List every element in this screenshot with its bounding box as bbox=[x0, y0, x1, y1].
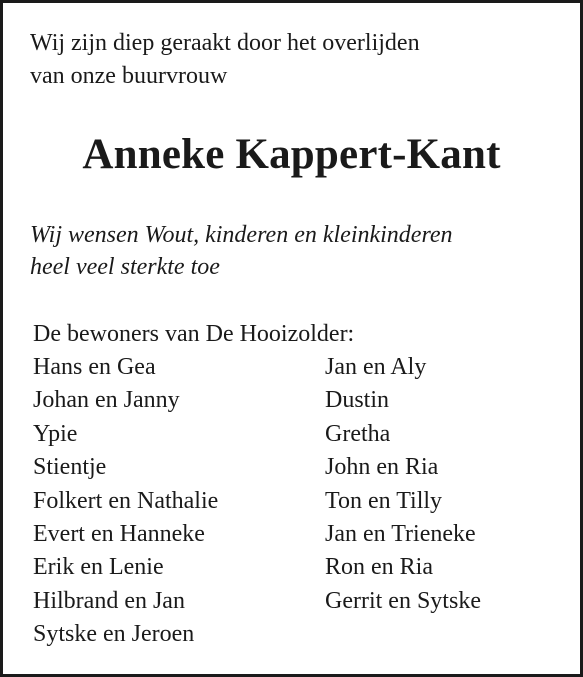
intro-text bbox=[30, 27, 420, 93]
intro-line-2: van onze buurvrouw bbox=[30, 63, 228, 89]
resident-name: Gerrit en Sytske bbox=[325, 587, 481, 614]
resident-name: Jan en Trieneke bbox=[325, 521, 476, 548]
resident-name: John en Ria bbox=[325, 454, 439, 481]
resident-name: Gretha bbox=[325, 420, 391, 447]
residents-list-left bbox=[33, 351, 218, 652]
deceased-name: Anneke Kappert-Kant bbox=[82, 131, 501, 178]
intro-line-1: Wij zijn diep geraakt door het overlijden bbox=[30, 30, 420, 56]
wish-line-2: heel veel sterkte toe bbox=[30, 254, 220, 280]
resident-name: Folkert en Nathalie bbox=[33, 487, 219, 514]
resident-name: Stientje bbox=[33, 454, 107, 481]
residents-list-right bbox=[325, 351, 481, 618]
resident-name: Dustin bbox=[325, 387, 390, 414]
resident-name: Hilbrand en Jan bbox=[33, 587, 185, 614]
resident-name: Erik en Lenie bbox=[33, 554, 164, 581]
resident-name: Johan en Janny bbox=[33, 387, 180, 414]
resident-name: Hans en Gea bbox=[33, 354, 156, 380]
wish-text bbox=[30, 219, 453, 283]
resident-name: Ton en Tilly bbox=[325, 487, 443, 514]
resident-name: Sytske en Jeroen bbox=[33, 621, 195, 648]
residents-heading: De bewoners van De Hooizolder: bbox=[33, 321, 355, 347]
resident-name: Ypie bbox=[33, 420, 78, 447]
wish-line-1: Wij wensen Wout, kinderen en kleinkinderen bbox=[30, 222, 453, 248]
resident-name: Jan en Aly bbox=[325, 354, 427, 380]
resident-name: Evert en Hanneke bbox=[33, 521, 205, 548]
resident-name: Ron en Ria bbox=[325, 554, 433, 581]
